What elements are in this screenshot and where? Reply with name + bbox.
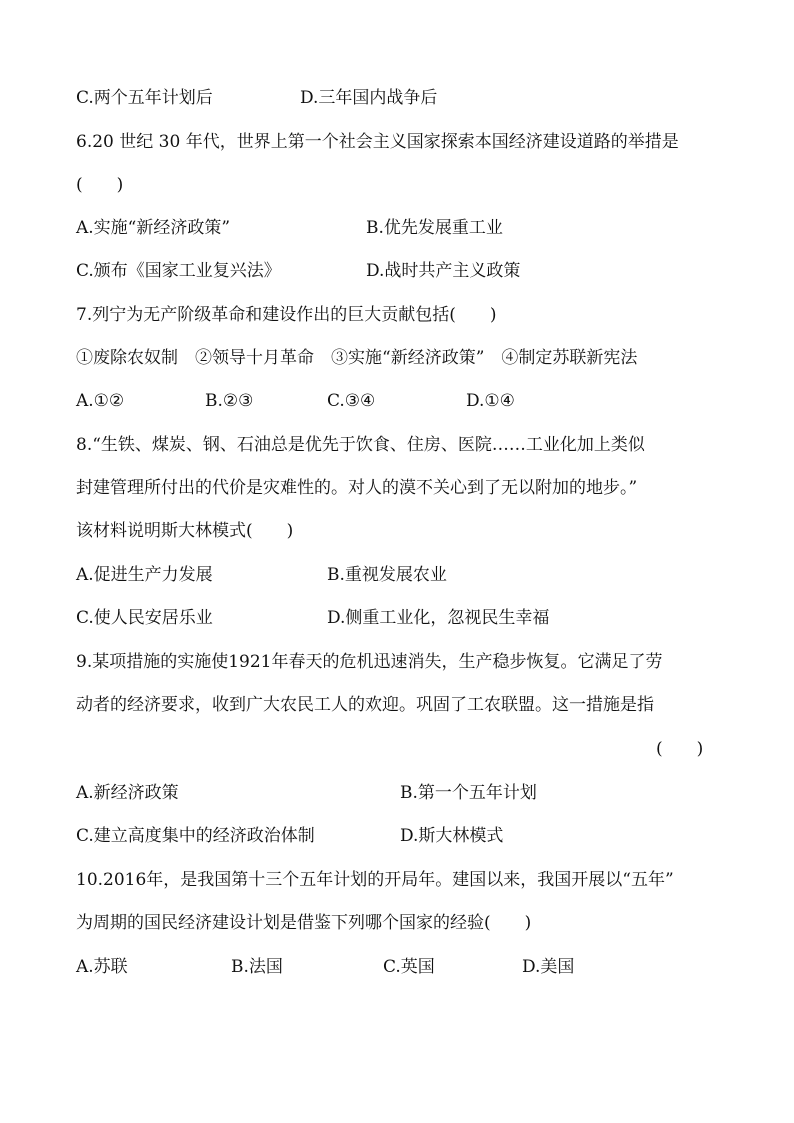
q9-answer-bracket: ( ) xyxy=(656,739,704,759)
q7-option-a: A.①② xyxy=(76,391,125,411)
q8-stem-line3: 该材料说明斯大林模式( ) xyxy=(76,521,294,541)
q10-stem-line2: 为周期的国民经济建设计划是借鉴下列哪个国家的经验( ) xyxy=(76,913,532,933)
q7-items: ①废除农奴制 ②领导十月革命 ③实施“新经济政策” ④制定苏联新宪法 xyxy=(76,348,638,368)
q6-option-b: B.优先发展重工业 xyxy=(366,218,503,238)
q10-option-c: C.英国 xyxy=(383,957,435,977)
q10-option-a: A.苏联 xyxy=(76,957,128,977)
q6-stem-line1: 6.20 世纪 30 年代，世界上第一个社会主义国家探索本国经济建设道路的举措是 xyxy=(76,132,679,152)
q8-option-c: C.使人民安居乐业 xyxy=(76,608,213,628)
q5-option-c: C.两个五年计划后 xyxy=(76,88,213,108)
q9-option-c: C.建立高度集中的经济政治体制 xyxy=(76,826,315,846)
q10-stem-line1: 10.2016年，是我国第十三个五年计划的开局年。建国以来，我国开展以“五年” xyxy=(76,870,674,890)
q6-option-a: A.实施“新经济政策” xyxy=(76,218,231,238)
q9-stem-line1: 9.某项措施的实施使1921年春天的危机迅速消失，生产稳步恢复。它满足了劳 xyxy=(76,652,663,672)
q8-option-a: A.促进生产力发展 xyxy=(76,565,213,585)
q9-option-a: A.新经济政策 xyxy=(76,783,179,803)
q10-option-d: D.美国 xyxy=(522,957,575,977)
q7-option-c: C.③④ xyxy=(327,391,376,411)
q10-option-b: B.法国 xyxy=(231,957,283,977)
q6-option-d: D.战时共产主义政策 xyxy=(366,261,521,281)
q7-option-d: D.①④ xyxy=(466,391,515,411)
q9-option-b: B.第一个五年计划 xyxy=(400,783,537,803)
q5-option-d: D.三年国内战争后 xyxy=(300,88,438,108)
q8-option-b: B.重视发展农业 xyxy=(327,565,447,585)
q9-option-d: D.斯大林模式 xyxy=(400,826,504,846)
q6-option-c: C.颁布《国家工业复兴法》 xyxy=(76,261,281,281)
q6-stem-line2: ( ) xyxy=(76,175,124,195)
q8-stem-line2: 封建管理所付出的代价是灾难性的。对人的漠不关心到了无以附加的地步。” xyxy=(76,478,638,498)
q8-option-d: D.侧重工业化，忽视民生幸福 xyxy=(327,608,550,628)
q8-stem-line1: 8.“生铁、煤炭、钢、石油总是优先于饮食、住房、医院……工业化加上类似 xyxy=(76,435,645,455)
q9-stem-line2: 动者的经济要求，收到广大农民工人的欢迎。巩固了工农联盟。这一措施是指 xyxy=(76,695,654,715)
q7-option-b: B.②③ xyxy=(205,391,254,411)
q7-stem: 7.列宁为无产阶级革命和建设作出的巨大贡献包括( ) xyxy=(76,305,497,325)
